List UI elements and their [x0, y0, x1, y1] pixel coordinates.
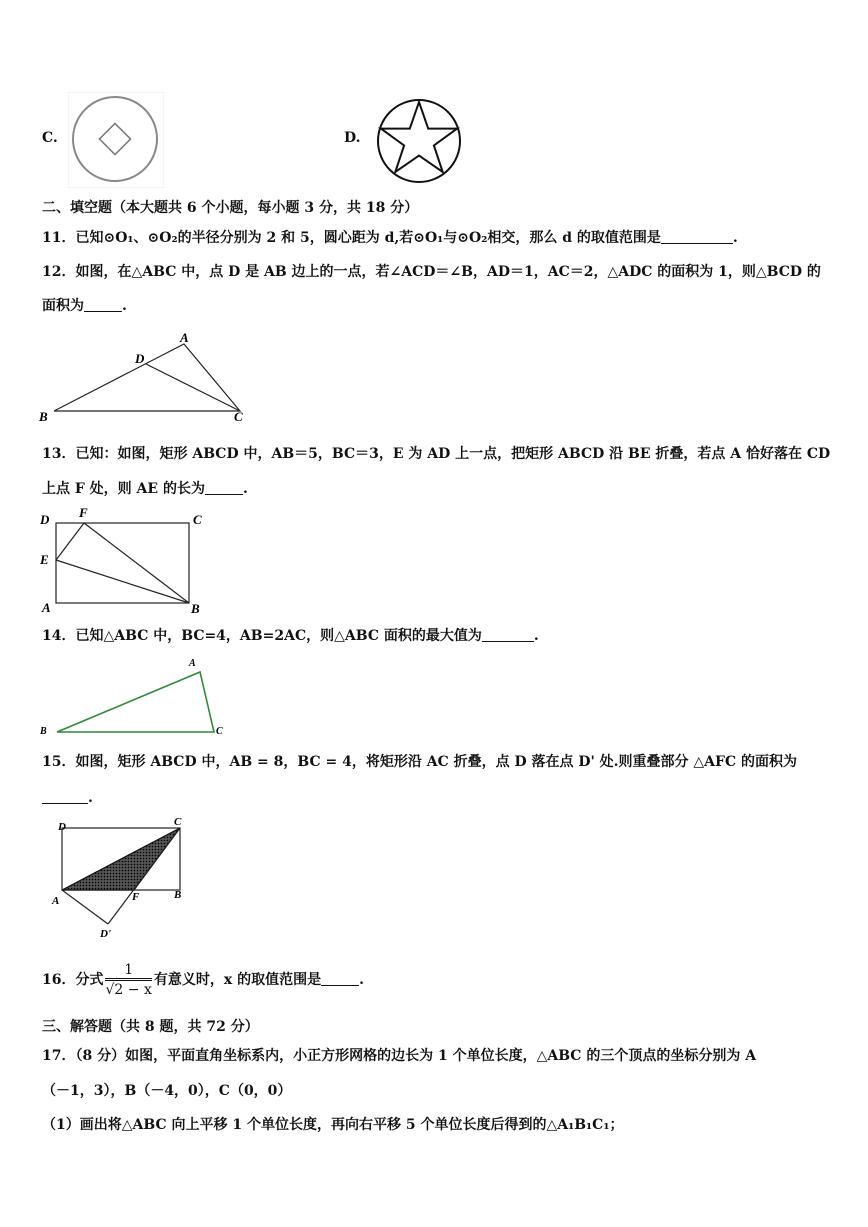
q13-label-a: A [42, 600, 51, 615]
option-d-star [381, 102, 457, 172]
question-16-end: . [359, 972, 364, 988]
fraction-denominator: √2 − x [105, 981, 152, 998]
question-12-line2-text: 面积为 [42, 298, 84, 314]
q12-label-c: C [234, 409, 243, 424]
q13-segment-eb [56, 560, 189, 603]
question-12-line2 [42, 296, 127, 316]
q13-rectangle-abcd [56, 523, 189, 603]
q13-label-f: F [79, 505, 88, 520]
figure-q15-fold [46, 812, 196, 940]
q15-label-b: B [174, 889, 182, 901]
question-13-line1: 13．已知：如图，矩形 ABCD 中，AB＝5，BC＝3，E 为 AD 上一点，把矩形 ABCD 沿 BE 折叠，若点 A 恰好落在 CD [42, 446, 831, 462]
q15-segment-ad [62, 890, 108, 924]
question-14-text: 14．已知△ABC 中，BC=4，AB=2AC，则△ABC 面积的最大值为 [42, 628, 482, 644]
answer-blank-14[interactable] [482, 627, 534, 642]
question-15-end: . [88, 790, 93, 806]
option-d-label: D. [344, 130, 361, 146]
fraction-numerator: 1 [105, 962, 151, 979]
answer-blank-13[interactable] [205, 480, 243, 495]
answer-blank-15[interactable] [42, 789, 88, 804]
question-14 [42, 626, 539, 646]
question-13-line2-text: 上点 F 处，则 AE 的长为 [42, 481, 205, 497]
q12-triangle-outline [54, 344, 240, 411]
q15-label-c: C [174, 816, 182, 828]
option-d-figure [376, 98, 462, 184]
question-17-line1: 17．（8 分）如图，平面直角坐标系内，小正方形网格的边长为 1 个单位长度，△ABC 的三个顶点的坐标分别为 A [42, 1048, 757, 1064]
figure-q14-triangle [36, 654, 236, 740]
q12-label-b: B [39, 409, 48, 424]
q12-label-d: D [135, 351, 145, 366]
q12-label-a: A [180, 330, 189, 345]
q13-label-d: D [40, 512, 50, 527]
option-c-label: C. [42, 130, 58, 146]
figure-q12-triangle [36, 330, 256, 426]
q14-label-b: B [40, 726, 47, 737]
q15-overlap-afc [62, 828, 180, 890]
question-17-line2: （－1，3），B（－4，0），C（0，0） [42, 1083, 292, 1099]
question-16-suffix: 有意义时，x 的取值范围是 [153, 972, 322, 988]
question-15-line2 [42, 788, 93, 808]
question-12-end: . [122, 298, 127, 314]
option-c-figure [68, 92, 164, 188]
question-11-end: . [732, 230, 738, 246]
q13-label-c: C [193, 512, 202, 527]
question-16-prefix: 16．分式 [42, 972, 104, 988]
q14-label-c: C [216, 726, 223, 737]
question-11-text: 11．已知⊙O₁、⊙O₂的半径分别为 2 和 5，圆心距为 d,若⊙O₁与⊙O₂相交，那么 d 的取值范围是 [42, 230, 661, 246]
answer-blank-12[interactable] [84, 297, 122, 312]
q14-triangle-abc [57, 672, 214, 732]
option-c-frame [68, 92, 164, 188]
q13-segment-fb [84, 523, 189, 603]
answer-blank-11[interactable] [661, 229, 733, 244]
question-17-part1: （1）画出将△ABC 向上平移 1 个单位长度，再向右平移 5 个单位长度后得到的△A₁B₁C₁； [42, 1117, 624, 1133]
q14-label-a: A [189, 658, 196, 669]
q13-label-b: B [191, 601, 200, 616]
option-c-circle [73, 97, 157, 181]
option-d-circle [378, 100, 460, 182]
section-heading-solutions: 三、解答题（共 8 题，共 72 分） [42, 1019, 259, 1035]
option-c-square [99, 123, 130, 154]
figure-q13-rectangle [38, 502, 218, 618]
question-16 [42, 958, 364, 1004]
q15-label-d: D [58, 821, 66, 833]
question-15-line1: 15．如图，矩形 ABCD 中，AB = 8，BC = 4，将矩形沿 AC 折叠，点 D 落在点 D' 处.则重叠部分 △AFC 的面积为 [42, 754, 797, 770]
question-11 [42, 228, 738, 248]
q13-label-e: E [40, 552, 49, 567]
answer-blank-16[interactable] [321, 971, 359, 986]
fraction [105, 962, 151, 999]
q15-label-f: F [132, 891, 140, 903]
q13-segment-ef [56, 523, 84, 560]
section-heading-fill-in: 二、填空题（本大题共 6 个小题，每小题 3 分，共 18 分） [42, 200, 419, 216]
question-14-end: . [533, 628, 539, 644]
question-13-line2 [42, 479, 248, 499]
q15-label-dprime: D' [100, 928, 111, 940]
q15-label-a: A [52, 895, 60, 907]
question-12-line1: 12．如图，在△ABC 中，点 D 是 AB 边上的一点，若∠ACD＝∠B，AD＝1，AC＝2，△ADC 的面积为 1，则△BCD 的 [42, 264, 821, 280]
q12-segment-dc [146, 364, 240, 411]
question-13-end: . [242, 481, 248, 497]
